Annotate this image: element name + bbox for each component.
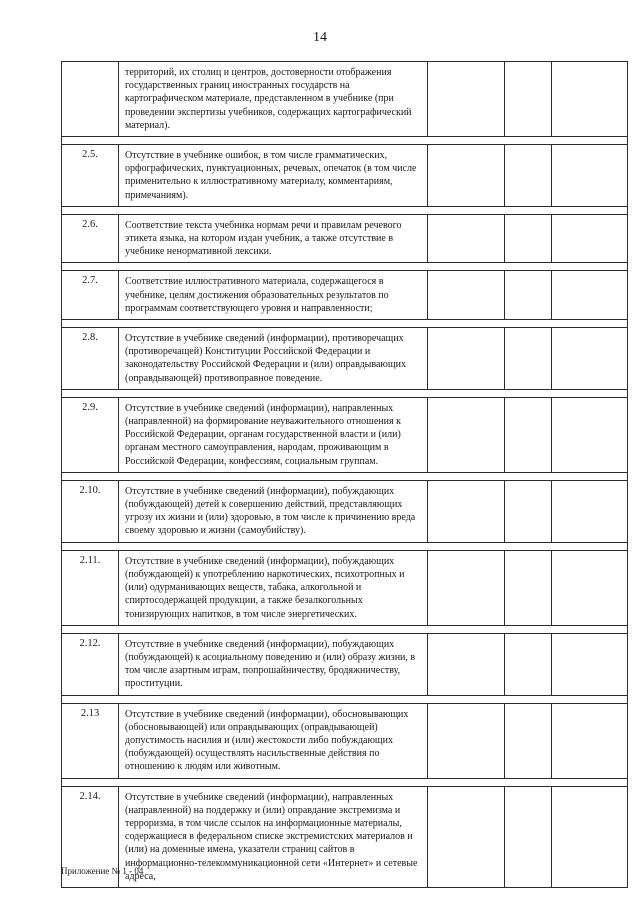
evaluation-cell-3	[552, 145, 628, 207]
evaluation-cell-2	[505, 145, 552, 207]
evaluation-cell-2	[505, 214, 552, 263]
row-spacer-cell	[62, 263, 628, 271]
evaluation-cell-2	[505, 786, 552, 887]
criteria-row	[62, 703, 628, 778]
row-spacer	[62, 625, 628, 633]
row-spacer	[62, 137, 628, 145]
criteria-row	[62, 214, 628, 263]
evaluation-cell-3	[552, 786, 628, 887]
evaluation-cell-2	[505, 480, 552, 542]
evaluation-cell-1	[428, 214, 505, 263]
evaluation-cell-3	[552, 550, 628, 625]
criterion-number: 2.7.	[62, 271, 119, 320]
evaluation-cell-2	[505, 328, 552, 390]
criterion-text: Отсутствие в учебнике сведений (информации), побуждающих (побуждающей) к асоциальному поведению и (или) образу жизни, в том числе азартным играм, попрошайничеству, бродяжничеству, проституции.	[119, 633, 428, 695]
criterion-number: 2.6.	[62, 214, 119, 263]
evaluation-cell-1	[428, 397, 505, 472]
criteria-row	[62, 397, 628, 472]
criterion-number: 2.12.	[62, 633, 119, 695]
evaluation-cell-2	[505, 62, 552, 137]
criterion-number	[62, 62, 119, 137]
criteria-row	[62, 145, 628, 207]
criteria-row	[62, 271, 628, 320]
evaluation-cell-3	[552, 480, 628, 542]
criterion-number: 2.9.	[62, 397, 119, 472]
row-spacer-cell	[62, 542, 628, 550]
evaluation-cell-3	[552, 328, 628, 390]
criterion-number: 2.11.	[62, 550, 119, 625]
row-spacer	[62, 320, 628, 328]
row-spacer-cell	[62, 320, 628, 328]
criteria-row	[62, 633, 628, 695]
evaluation-cell-1	[428, 550, 505, 625]
evaluation-cell-1	[428, 633, 505, 695]
criterion-text: Отсутствие в учебнике сведений (информации), направленных (направленной) на поддержку и (или) оправдание экстремизма и терроризма, в том числе ссылок на информационные материалы, содержащиеся в федеральном списке экстремистских материалов и (или) на доменные имена, указатели страниц сайтов в информационно-телекоммуникационной сети «Интернет» и сетевые адреса,	[119, 786, 428, 887]
criterion-text: Отсутствие в учебнике сведений (информации), обосновывающих (обосновывающей) или оправдывающих (оправдывающей) допустимость насилия и (или) жестокости либо побуждающих (побуждающей) осуществлять насильственные действия по отношению к людям или животным.	[119, 703, 428, 778]
row-spacer	[62, 472, 628, 480]
criterion-text: Соответствие текста учебника нормам речи и правилам речевого этикета языка, на котором издан учебник, а также отсутствие в учебнике ненормативной лексики.	[119, 214, 428, 263]
evaluation-cell-2	[505, 703, 552, 778]
criteria-row	[62, 328, 628, 390]
evaluation-cell-1	[428, 786, 505, 887]
evaluation-cell-3	[552, 62, 628, 137]
criteria-table-body	[62, 62, 628, 888]
row-spacer-cell	[62, 389, 628, 397]
evaluation-cell-1	[428, 271, 505, 320]
row-spacer-cell	[62, 137, 628, 145]
criteria-row	[62, 786, 628, 887]
criterion-number: 2.8.	[62, 328, 119, 390]
row-spacer-cell	[62, 695, 628, 703]
evaluation-cell-2	[505, 271, 552, 320]
evaluation-cell-2	[505, 633, 552, 695]
page-number: 14	[313, 30, 327, 45]
evaluation-cell-3	[552, 703, 628, 778]
criteria-row	[62, 62, 628, 137]
evaluation-cell-3	[552, 397, 628, 472]
row-spacer-cell	[62, 472, 628, 480]
criterion-number: 2.10.	[62, 480, 119, 542]
row-spacer	[62, 206, 628, 214]
criterion-text: Отсутствие в учебнике сведений (информации), направленных (направленной) на формирование неуважительного отношения к Российской Федерации, органам государственной власти и (или) органам местного самоуправления, народам, проживающим в Российской Федерации, конфессиям, социальным группам.	[119, 397, 428, 472]
criterion-text: Отсутствие в учебнике сведений (информации), противоречащих (противоречащей) Конституции Российской Федерации и законодательству Российской Федерации и (или) оправдывающих (оправдывающей) противоправное поведение.	[119, 328, 428, 390]
row-spacer	[62, 778, 628, 786]
criterion-text: Отсутствие в учебнике ошибок, в том числе грамматических, орфографических, пунктуационных, речевых, опечаток (в том числе применительно к иллюстративному материалу, комментариям, примечаниям).	[119, 145, 428, 207]
row-spacer	[62, 389, 628, 397]
page-footer: Приложение № 1 - 04	[61, 866, 144, 876]
criterion-number: 2.5.	[62, 145, 119, 207]
row-spacer	[62, 263, 628, 271]
evaluation-cell-3	[552, 214, 628, 263]
row-spacer-cell	[62, 206, 628, 214]
row-spacer	[62, 695, 628, 703]
evaluation-cell-3	[552, 633, 628, 695]
evaluation-cell-1	[428, 328, 505, 390]
criterion-text: Соответствие иллюстративного материала, содержащегося в учебнике, целям достижения образовательных результатов по программам соответствующего уровня и направленности;	[119, 271, 428, 320]
criterion-number: 2.13	[62, 703, 119, 778]
criterion-text: территорий, их столиц и центров, достоверности отображения государственных границ иностранных государств на картографическом материале, представленном в учебнике (при проведении экспертизы учебников, содержащих картографический материал).	[119, 62, 428, 137]
row-spacer-cell	[62, 625, 628, 633]
criteria-row	[62, 550, 628, 625]
evaluation-cell-1	[428, 703, 505, 778]
evaluation-cell-1	[428, 145, 505, 207]
criterion-text: Отсутствие в учебнике сведений (информации), побуждающих (побуждающей) детей к совершению действий, представляющих угрозу их жизни и (или) здоровью, в том числе к причинению вреда своему здоровью и жизни (самоубийству).	[119, 480, 428, 542]
evaluation-cell-1	[428, 480, 505, 542]
row-spacer	[62, 542, 628, 550]
evaluation-cell-2	[505, 397, 552, 472]
criterion-number: 2.14.	[62, 786, 119, 887]
criterion-text: Отсутствие в учебнике сведений (информации), побуждающих (побуждающей) к употреблению наркотических, психотропных и (или) одурманивающих веществ, табака, алкогольной и спиртосодержащей продукции, а также безалкогольных тонизирующих напитков, в том числе энергетических.	[119, 550, 428, 625]
criteria-row	[62, 480, 628, 542]
evaluation-cell-1	[428, 62, 505, 137]
criteria-table	[61, 61, 628, 888]
row-spacer-cell	[62, 778, 628, 786]
evaluation-cell-2	[505, 550, 552, 625]
evaluation-cell-3	[552, 271, 628, 320]
